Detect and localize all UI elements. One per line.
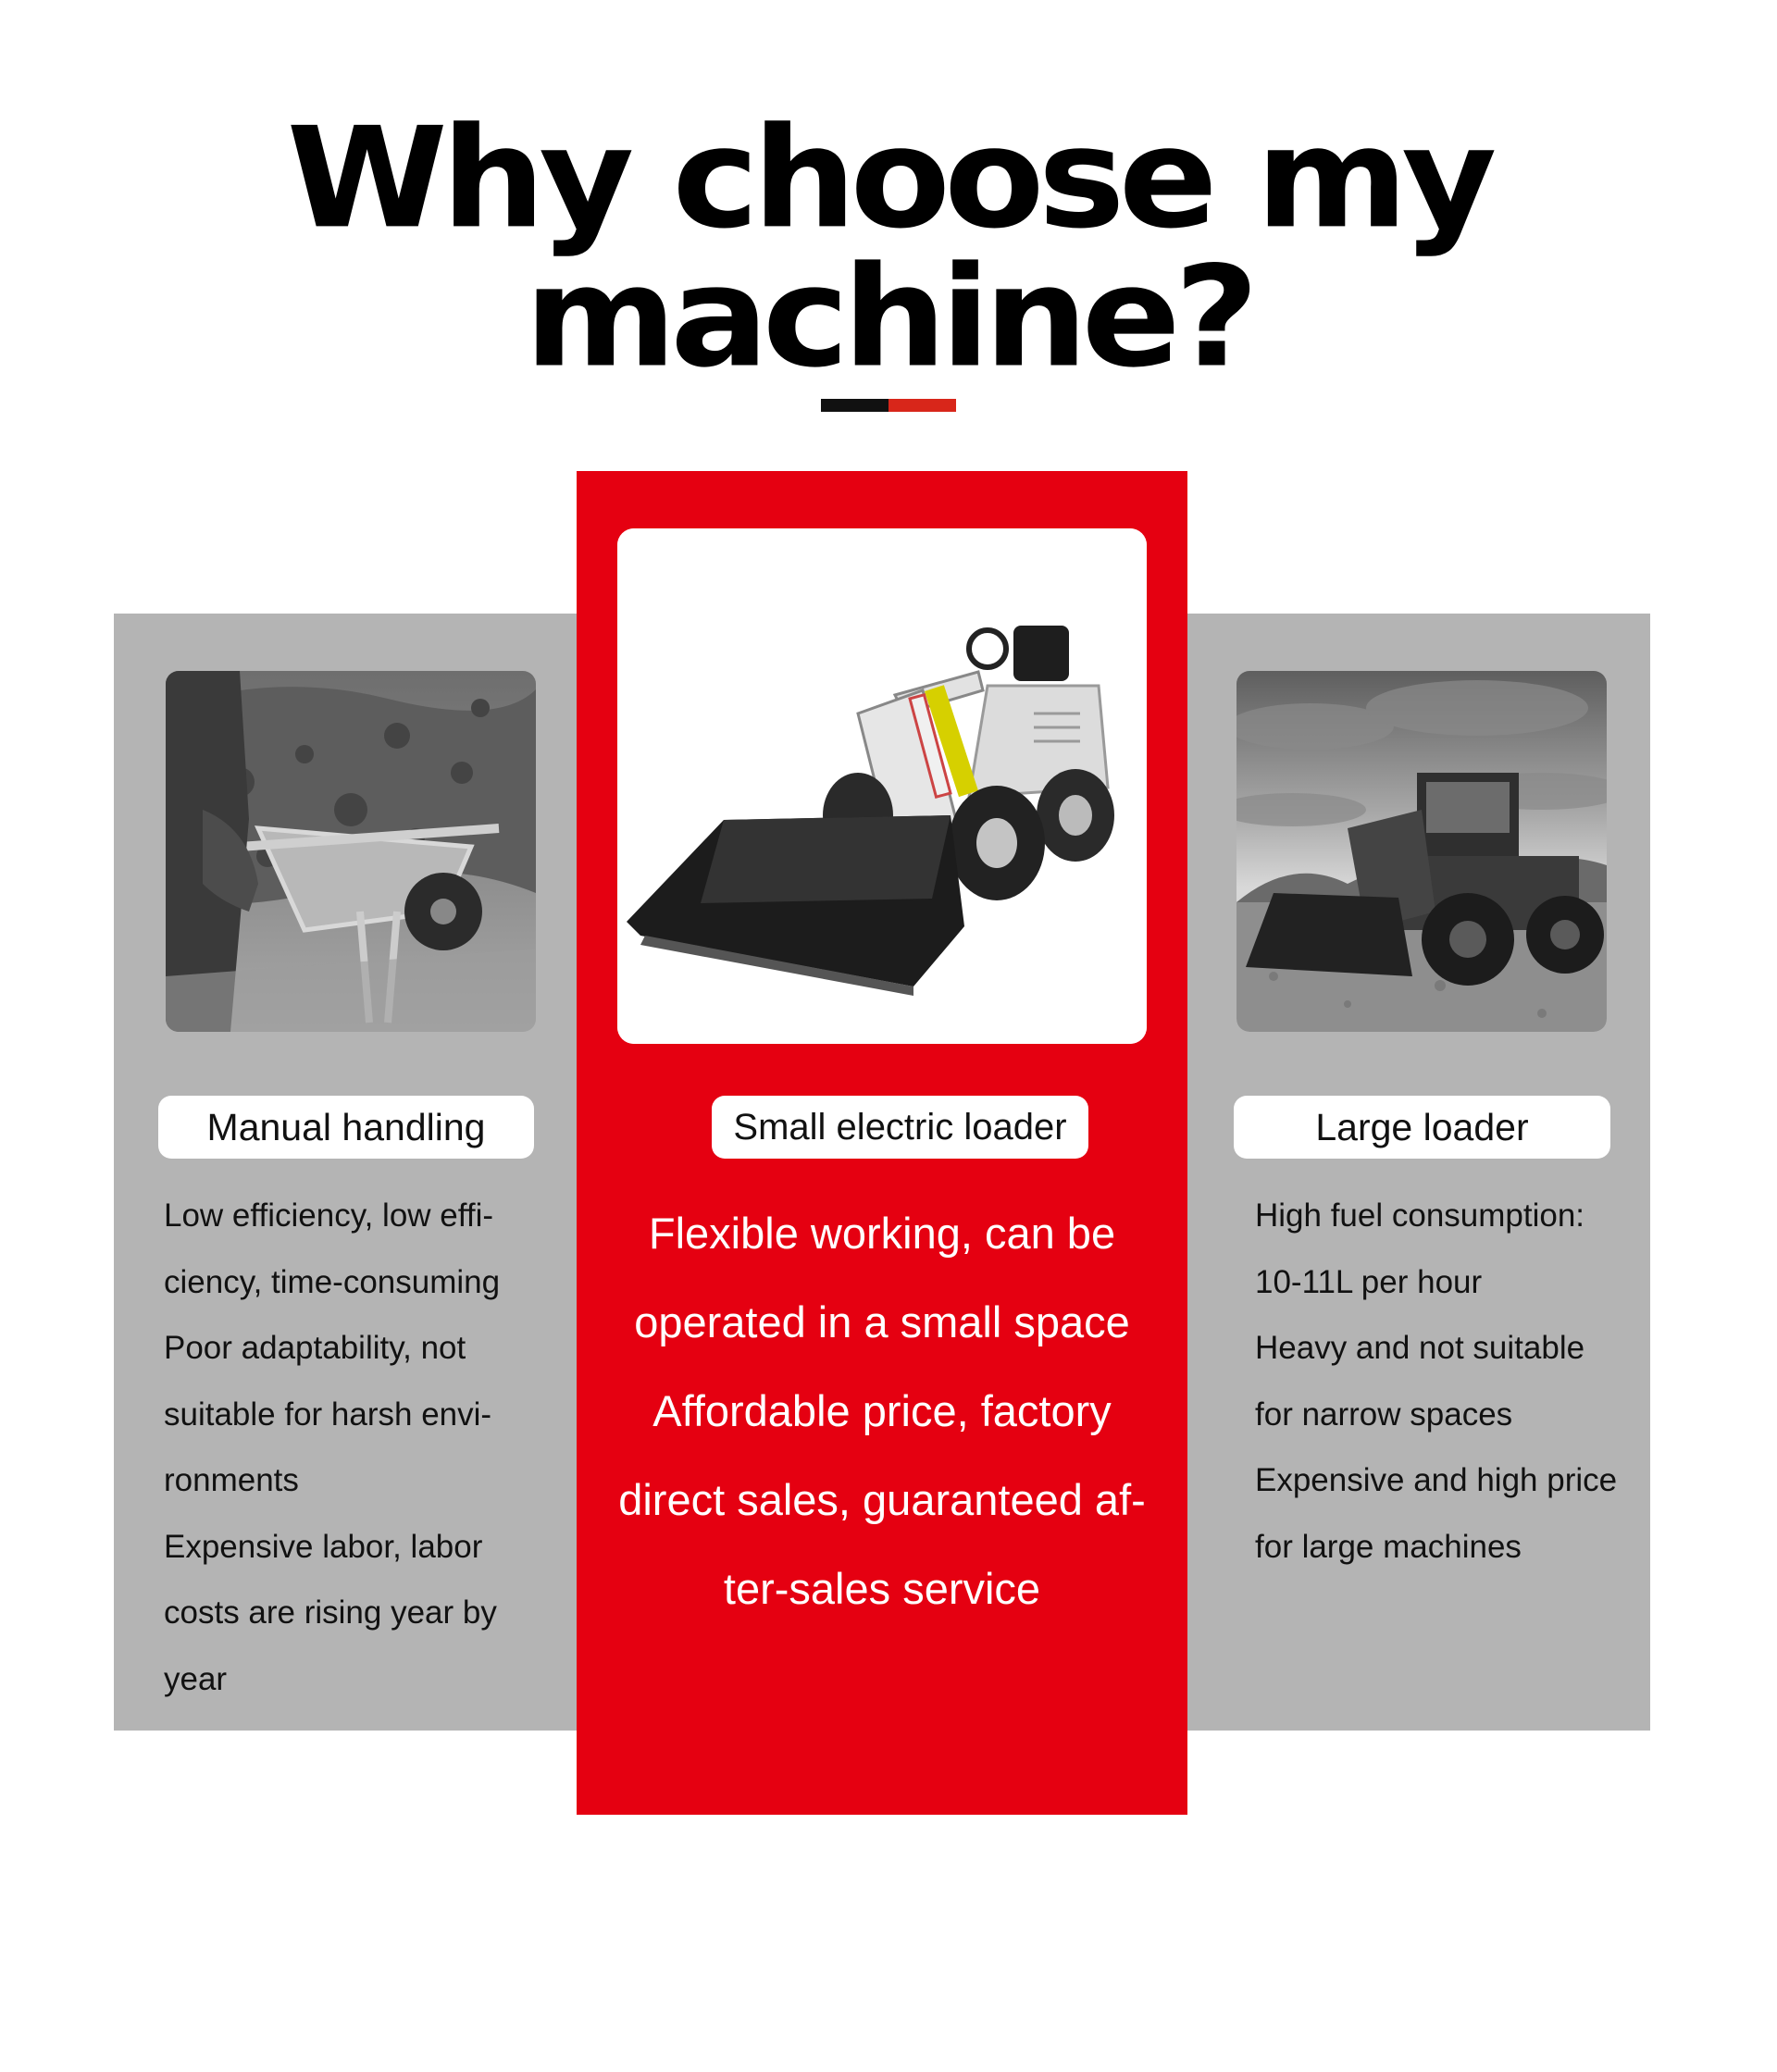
small-electric-loader-label: Small electric loader (712, 1096, 1088, 1159)
page-title: Why choose my machine? (286, 97, 1491, 399)
description-line: year (164, 1660, 228, 1697)
description-line: costs are rising year by (164, 1594, 497, 1631)
description-line: Affordable price, factory (652, 1386, 1112, 1435)
description-line: Expensive and high price (1255, 1462, 1618, 1498)
description-line: Flexible working, can be (648, 1209, 1116, 1258)
description-line: ronments (164, 1462, 299, 1498)
manual-handling-description (164, 1183, 553, 1712)
description-line: 10-11L per hour (1255, 1263, 1483, 1300)
description-line: operated in a small space (634, 1297, 1130, 1346)
divider-black-segment (821, 399, 888, 412)
manual-handling-photo (166, 671, 536, 1032)
description-line: Poor adaptability, not (164, 1330, 466, 1366)
divider-red-segment (888, 399, 956, 412)
description-line: suitable for harsh envi- (164, 1396, 492, 1433)
description-line: ter-sales service (723, 1564, 1041, 1613)
large-loader-photo (1236, 671, 1607, 1032)
description-line: Low efficiency, low effi- (164, 1197, 493, 1234)
description-line: for large machines (1255, 1528, 1522, 1565)
description-line: High fuel consumption: (1255, 1197, 1585, 1234)
small-electric-loader-photo (617, 528, 1147, 1044)
manual-handling-label: Manual handling (158, 1096, 534, 1159)
large-loader-label: Large loader (1234, 1096, 1610, 1159)
title-divider (821, 399, 956, 412)
description-line: ciency, time-consuming (164, 1263, 501, 1300)
small-electric-loader-description (577, 1189, 1187, 1633)
large-loader-description (1255, 1183, 1644, 1580)
description-line: Expensive labor, labor (164, 1528, 483, 1565)
description-line: Heavy and not suitable (1255, 1330, 1585, 1366)
description-line: direct sales, guaranteed af- (618, 1475, 1146, 1524)
description-line: for narrow spaces (1255, 1396, 1513, 1433)
